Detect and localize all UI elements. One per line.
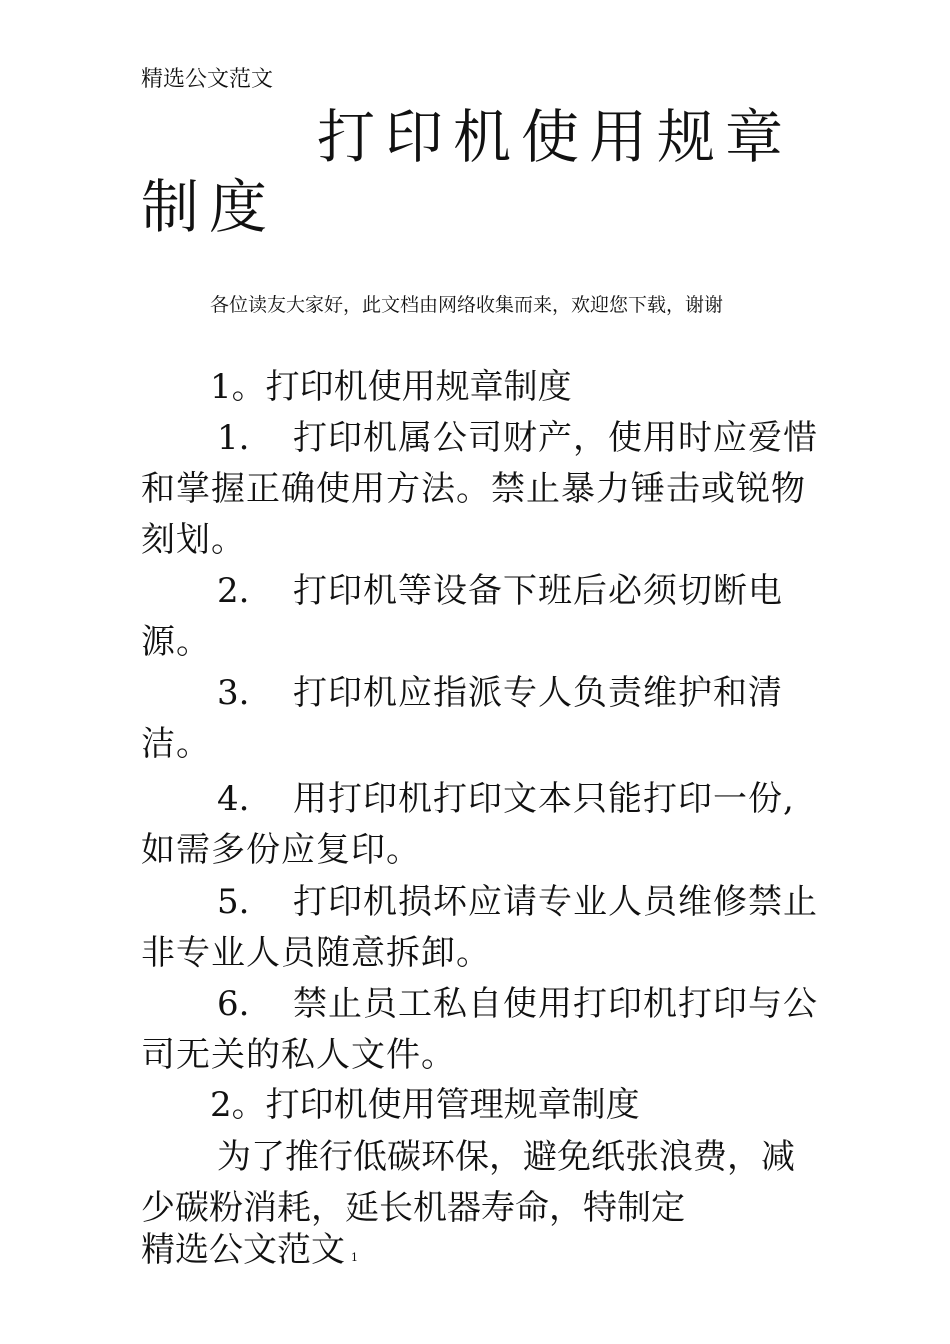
rule-text: 打印机应指派专人负责维护和清洁。 [141,673,783,764]
footer-text: 精选公文范文 [141,1230,345,1270]
rule-number: 3. [217,673,250,713]
rule-item-6 [141,979,821,1081]
rule-item-5 [141,877,821,979]
rule-item-1 [141,413,821,566]
rule-text: 打印机属公司财产，使用时应爱惜和掌握正确使用方法。禁止暴力锤击或锐物刻划。 [141,418,818,560]
section-2-paragraph: 为了推行低碳环保，避免纸张浪费，减少碳粉消耗，延长机器寿命，特制定 [141,1137,795,1228]
page-header: 精选公文范文 [141,67,274,92]
rule-text: 打印机等设备下班后必须切断电源。 [141,571,783,662]
page-number: 1 [351,1251,358,1264]
rule-item-4 [141,774,821,876]
rule-item-2 [141,566,821,668]
rule-number: 4. [217,779,250,819]
rule-text: 打印机损坏应请专业人员维修禁止非专业人员随意拆卸。 [141,882,818,973]
download-notice: 各位读友大家好，此文档由网络收集而来，欢迎您下载，谢谢 [210,294,724,316]
section-heading-1: 1。打印机使用规章制度 [210,367,572,407]
rule-text: 禁止员工私自使用打印机打印与公司无关的私人文件。 [141,984,818,1075]
section-heading-2: 2。打印机使用管理规章制度 [210,1085,640,1125]
document-title: 打印机使用规章制度 [141,103,794,241]
rule-number: 5. [217,882,250,922]
page-footer [141,1227,358,1281]
rule-item-3 [141,668,821,770]
rule-text: 用打印机打印文本只能打印一份,如需多份应复印。 [141,779,795,870]
rule-number: 1. [217,418,250,458]
rule-number: 2. [217,571,250,611]
rule-number: 6. [217,984,250,1024]
